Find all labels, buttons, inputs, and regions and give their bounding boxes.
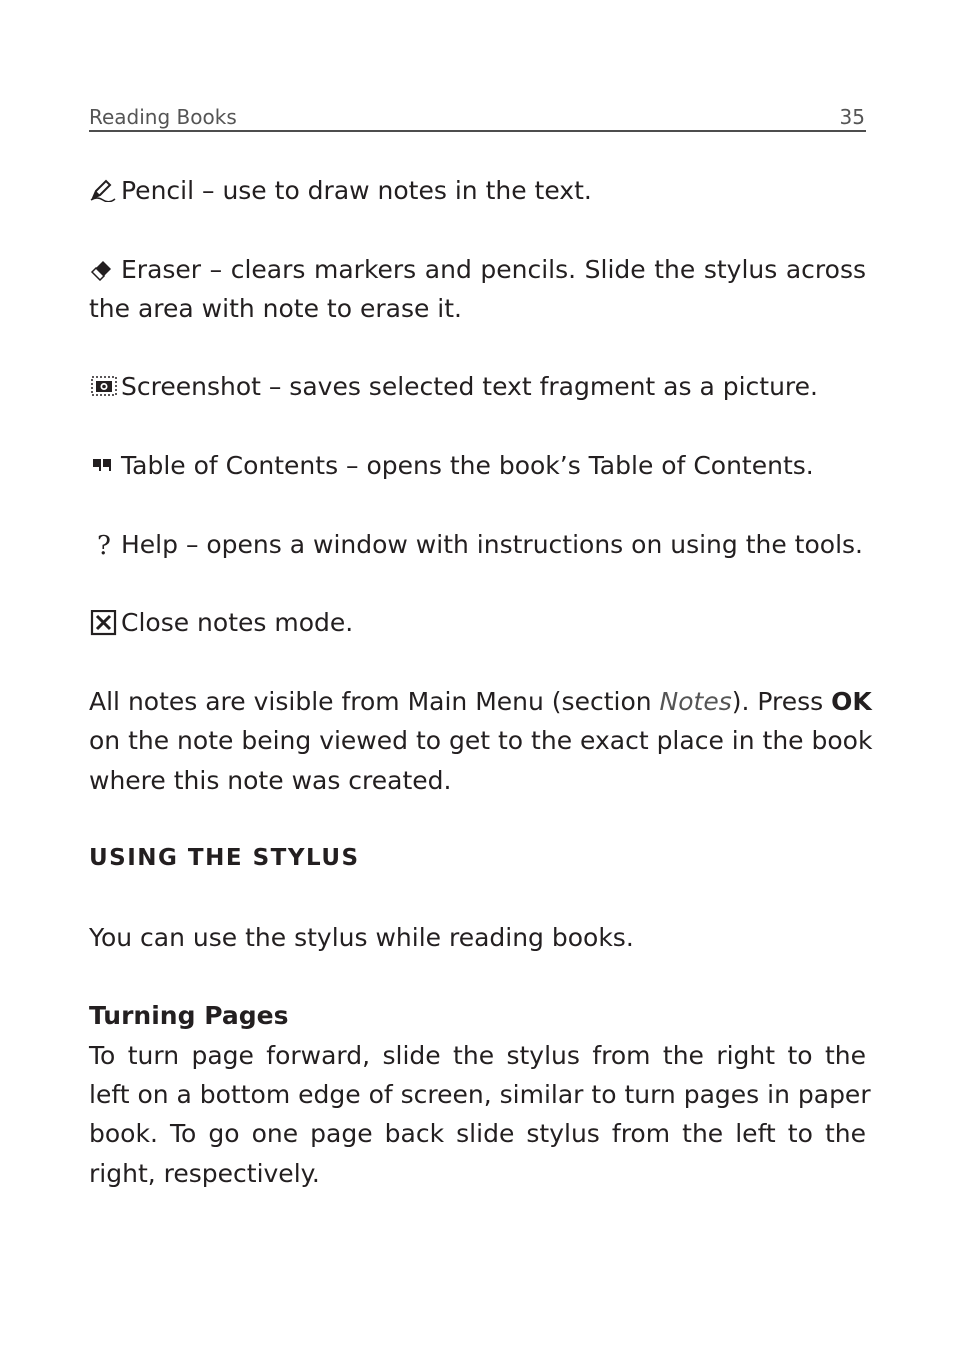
turning-pages-text-1: To turn page forward, slide the stylus from the right to the [89,1041,866,1070]
notes-text-b: ). Press [731,687,832,716]
stylus-intro-text: You can use the stylus while reading books. [89,923,634,952]
tool-pencil-text: Pencil – use to draw notes in the text. [121,176,592,205]
svg-text:?: ? [97,532,111,556]
close-icon [89,610,117,634]
tool-screenshot-text: Screenshot – saves selected text fragment as a picture. [121,372,818,401]
notes-text-line2: on the note being viewed to get to the exact place in the book [89,726,873,755]
tool-table-of-contents-text: Table of Contents – opens the book’s Table of Contents. [121,451,814,480]
turning-pages-text-2: left on a bottom edge of screen, similar to turn pages in paper [89,1080,871,1109]
turning-pages-line3 [89,1114,866,1153]
screenshot-icon [89,374,117,398]
tool-close-notes-text: Close notes mode. [121,608,354,637]
tool-eraser [89,250,866,289]
tool-eraser-line2 [89,289,866,328]
turning-pages-line1 [89,1036,866,1075]
pencil-icon [89,178,117,202]
tool-help [89,525,866,564]
notes-text-line3: where this note was created. [89,766,452,795]
turning-pages-line2 [89,1075,871,1114]
section-title: Reading Books [89,105,237,129]
page-number: 35 [839,105,865,129]
help-icon [89,532,117,556]
eraser-icon [89,257,117,281]
tool-close-notes [89,603,866,642]
tool-pencil [89,171,866,210]
notes-paragraph-line2 [89,721,873,760]
section-heading: USING THE STYLUS [89,845,360,871]
notes-paragraph-line1 [89,682,872,721]
tool-table-of-contents [89,446,866,485]
turning-pages-text-3: book. To go one page back slide stylus from the left to the [89,1119,866,1148]
turning-pages-line4 [89,1154,866,1193]
ok-key-name: OK [831,687,872,716]
turning-pages-text-4: right, respectively. [89,1159,320,1188]
running-header [89,104,866,132]
tool-eraser-text-line1: Eraser – clears markers and pencils. Slide the stylus across [121,255,866,284]
stylus-intro [89,918,866,957]
notes-text-a: All notes are visible from Main Menu (section [89,687,660,716]
subsection-heading: Turning Pages [89,1001,289,1030]
tool-eraser-text-line2: the area with note to erase it. [89,294,462,323]
table-of-contents-icon [89,453,117,477]
notes-paragraph-line3 [89,761,866,800]
notes-section-name: Notes [659,687,732,716]
tool-screenshot [89,367,866,406]
tool-help-text: Help – opens a window with instructions on using the tools. [121,530,863,559]
